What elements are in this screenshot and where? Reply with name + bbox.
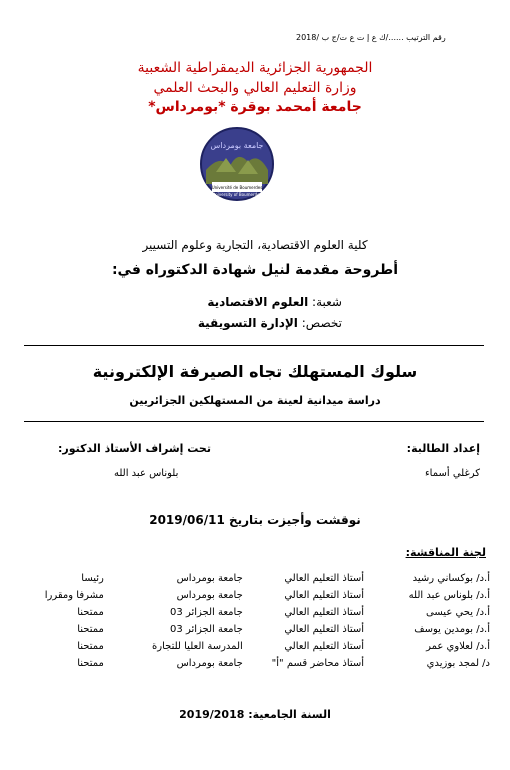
member-role: ممتحنا [77, 624, 104, 635]
member-institution: جامعة بومرداس [176, 573, 243, 584]
table-row [22, 655, 490, 672]
university-title: جامعة أمحمد بوقرة *بومرداس* [148, 99, 362, 115]
table-row [22, 570, 490, 587]
specialty-label: تخصص: [301, 316, 342, 330]
title-top-rule [24, 345, 484, 346]
academic-year: السنة الجامعية: 2019/2018 [179, 708, 331, 721]
specialty-value: الإدارة التسويقية [197, 316, 298, 330]
member-institution: جامعة بومرداس [176, 590, 243, 601]
university-logo [186, 124, 288, 212]
branch-line [207, 295, 342, 309]
supervisor-label: تحت إشراف الأستاذ الدكتور: [58, 442, 211, 455]
specialty-line [198, 316, 342, 330]
member-rank: أستاذ التعليم العالي [284, 607, 365, 618]
table-row [22, 621, 490, 638]
member-rank: أستاذ التعليم العالي [284, 624, 365, 635]
logo-text-en: University of Boumerdes [212, 192, 262, 197]
member-name: أ.د/ بومدين يوسف [414, 624, 490, 635]
table-row [22, 638, 490, 655]
member-rank: أستاذ التعليم العالي [284, 573, 365, 584]
member-rank: أستاذ محاضر قسم "أ" [271, 658, 365, 669]
member-role: ممتحنا [77, 641, 104, 652]
defense-date: نوقشت وأجيزت بتاريخ 2019/06/11 [149, 513, 361, 527]
member-institution: جامعة الجزائر 03 [170, 607, 243, 618]
table-row [22, 587, 490, 604]
thesis-main-title: سلوك المستهلك تجاه الصيرفة الإلكترونية [92, 362, 418, 381]
student-label: إعداد الطالبة: [406, 442, 480, 455]
branch-label: شعبة: [312, 295, 342, 309]
member-name: أ.د/ يحي عيسى [426, 607, 490, 618]
member-role: رئيسا [81, 573, 104, 584]
faculty-name: كلية العلوم الاقتصادية، التجارية وعلوم التسيير [142, 238, 368, 252]
member-name: أ.د/ بلوناس عبد الله [408, 590, 490, 601]
logo-text-fr: Université de Boumerdes [211, 185, 263, 190]
member-name: د/ لمجد بوزيدي [426, 658, 490, 669]
committee-table [22, 570, 490, 672]
thesis-subtitle: دراسة ميدانية لعينة من المستهلكين الجزائريين [129, 394, 381, 407]
member-rank: أستاذ التعليم العالي [284, 590, 365, 601]
ministry-title: وزارة التعليم العالي والبحث العلمي [153, 80, 357, 96]
member-institution: المدرسة العليا للتجارة [152, 641, 243, 652]
title-bottom-rule [24, 421, 484, 422]
committee-title: لجنة المناقشة: [405, 546, 486, 559]
member-role: ممتحنا [77, 658, 104, 669]
republic-title: الجمهورية الجزائرية الديمقراطية الشعبية [137, 60, 373, 76]
reference-number: رقم الترتيب ....../ك ع إ ت ع ت/ج ب /2018 [296, 33, 446, 42]
supervisor-name: بلوناس عبد الله [114, 468, 179, 479]
thesis-type: أطروحة مقدمة لنيل شهادة الدكتوراه في: [111, 262, 399, 278]
table-row [22, 604, 490, 621]
logo-text-ar: جامعة بومرداس [210, 141, 264, 150]
member-rank: أستاذ التعليم العالي [284, 641, 365, 652]
member-role: مشرفا ومقررا [44, 590, 104, 601]
member-name: أ.د/ لعلاوي عمر [426, 641, 490, 652]
student-name: كرغلي أسماء [424, 468, 480, 479]
branch-value: العلوم الاقتصادية [207, 295, 309, 309]
member-name: أ.د/ بوكساني رشيد [412, 573, 490, 584]
member-institution: جامعة الجزائر 03 [170, 624, 243, 635]
member-institution: جامعة بومرداس [176, 658, 243, 669]
member-role: ممتحنا [77, 607, 104, 618]
